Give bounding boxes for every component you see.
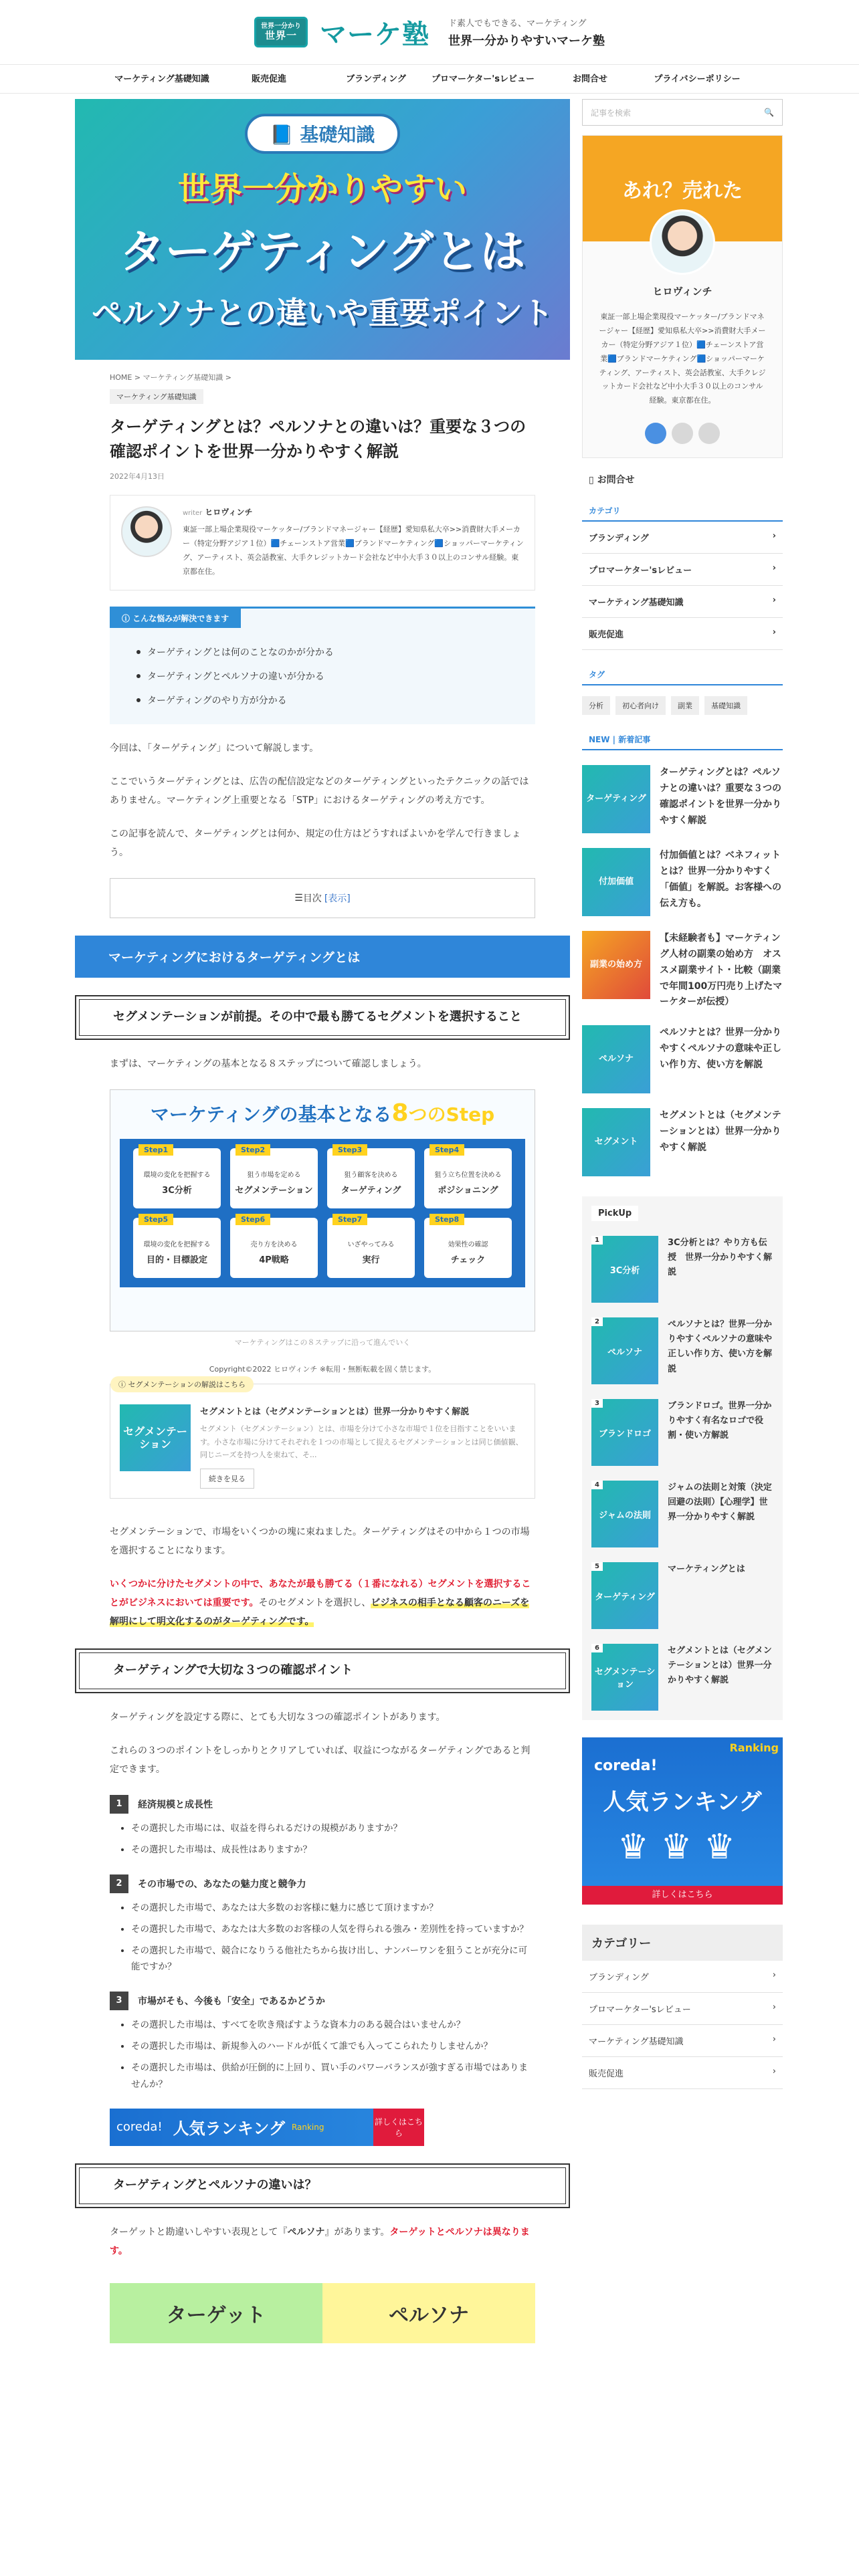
tagline-sub: ド素人でもできる、マーケティング bbox=[448, 18, 587, 29]
tag-cloud bbox=[582, 696, 783, 715]
category-list bbox=[582, 522, 783, 650]
ranking-ad[interactable]: Ranking coreda! 人気ランキング ♛♛♛ 詳しくはこちら bbox=[582, 1737, 783, 1905]
pickup-post[interactable]: 6 セグメンテーション セグメントとは（セグメンテーションとは）世界一分かりやすく解説 bbox=[591, 1644, 773, 1711]
hero-image bbox=[75, 99, 570, 360]
nav-sales-promotion[interactable]: 販売促進 bbox=[251, 74, 286, 84]
post-date: 2022年4月13日 bbox=[110, 472, 165, 481]
crown-icon: ♛♛♛ bbox=[617, 1827, 747, 1868]
step-card: Step5 環境の変化を把握する 目的・目標設定 bbox=[133, 1218, 221, 1278]
profile-name: ヒロヴィンチ bbox=[652, 286, 712, 298]
hero-line3: ペルソナとの違いや重要ポイント bbox=[92, 295, 553, 331]
figure-caption: マーケティングはこの８ステップに沿って進んでいく bbox=[234, 1337, 411, 1347]
seg-paragraph: セグメンテーションで、市場をいくつかの塊に束ねました。ターゲティングはその中から１つの市場を選択することになります。 bbox=[110, 1527, 530, 1557]
list-icon: ☰ bbox=[294, 892, 303, 903]
list-item: • その選択した市場は、新規参入のハードルが低くて誰でも入ってこられたりしませんか？ bbox=[131, 2038, 535, 2054]
social-icons bbox=[583, 423, 782, 444]
profile-banner: あれ？売れた bbox=[583, 136, 782, 241]
tag-item[interactable]: 分析 bbox=[582, 696, 610, 715]
subsection-heading: ターゲティングで大切な３つの確認ポイント bbox=[75, 1648, 570, 1693]
ranking-banner-button[interactable]: 詳しくはこちら bbox=[373, 2109, 424, 2146]
mail-icon: ▯ bbox=[589, 475, 597, 486]
related-thumbnail[interactable]: セグメンテーション bbox=[120, 1404, 191, 1471]
tagline bbox=[448, 16, 605, 49]
toc-toggle[interactable]: [表示] bbox=[324, 893, 351, 904]
subsection-heading: セグメンテーションが前提。その中で最も勝てるセグメントを選択すること bbox=[75, 995, 570, 1040]
nav-branding[interactable]: ブランディング bbox=[346, 74, 406, 84]
related-article-card[interactable] bbox=[110, 1380, 535, 1499]
author-box bbox=[110, 495, 535, 591]
twitter-icon[interactable] bbox=[645, 423, 666, 444]
category2-list bbox=[582, 1961, 783, 2089]
steps-title: マーケティングの基本となる8つのStep bbox=[150, 1099, 495, 1127]
profile-card bbox=[582, 135, 783, 458]
point-heading: 3 市場がそも、今後も「安全」であるかどうか bbox=[110, 1992, 535, 2010]
site-logo[interactable] bbox=[254, 17, 308, 47]
related-label: ⓘ セグメンテーションの解説はこちら bbox=[110, 1376, 254, 1392]
new-post[interactable]: 副業の始め方 【未経験者も】マーケティング人材の副業の始め方 オススメ副業サイト・比較（副業で年間100万円売り上げたマーケターが伝授） bbox=[582, 931, 783, 1010]
logo-bottom-text: 世界一 bbox=[264, 29, 297, 42]
chevron-right-icon: › bbox=[772, 595, 776, 606]
instagram-icon[interactable] bbox=[672, 423, 693, 444]
new-post[interactable]: ペルソナ ペルソナとは？世界一分かりやすくペルソナの意味や正しい作り方、使い方を解説 bbox=[582, 1025, 783, 1093]
site-header bbox=[0, 0, 859, 64]
step-grid bbox=[120, 1139, 525, 1287]
compare-target: ターゲット bbox=[110, 2283, 322, 2343]
list-item: • その選択した市場は、成長性はありますか？ bbox=[131, 1842, 535, 1858]
pickup-post[interactable]: 1 3C分析 3C分析とは？やり方も伝授 世界一分かりやすく解説 bbox=[591, 1236, 773, 1303]
list-item: ターゲティングとは何のことなのかが分かる bbox=[136, 640, 508, 664]
search-icon[interactable]: 🔍 bbox=[764, 108, 774, 117]
sidebar-item-pro-review[interactable]: プロマーケター'sレビュー › bbox=[582, 1993, 783, 2025]
global-nav bbox=[0, 64, 859, 94]
chevron-right-icon: › bbox=[772, 2066, 776, 2077]
pickup-post[interactable]: 4 ジャムの法則 ジャムの法則と対策（決定回避の法則）【心理学】世界一分かりやすく解説 bbox=[591, 1481, 773, 1547]
info-icon: ⓘ bbox=[118, 1380, 128, 1389]
category-heading: カテゴリ bbox=[582, 501, 783, 522]
persona-paragraph: ターゲットと勘違いしやすい表現として『ペルソナ』があります。ターゲットとペルソナは異なります。 bbox=[110, 2226, 530, 2256]
key-paragraph: いくつかに分けたセグメントの中で、あなたが最も勝てる（１番になれる）セグメントを選択することがビジネスにおいては重要です。そのセグメントを選択し、ビジネスの相手となる顧客のニーズを解明にして明文化するのがターゲティングです。 bbox=[110, 1579, 531, 1628]
hero-pill: 📘 基礎知識 bbox=[245, 114, 401, 154]
list-item: • その選択した市場で、あなたは大多数のお客様の人気を得られる強み・差別性を持っていますか？ bbox=[131, 1921, 535, 1937]
list-item: ターゲティングのやり方が分かる bbox=[136, 688, 508, 712]
worry-box bbox=[110, 607, 535, 724]
sidebar-item-basics[interactable]: マーケティング基礎知識 › bbox=[582, 586, 783, 618]
new-post[interactable]: ターゲティング ターゲティングとは？ペルソナとの違いは？重要な３つの確認ポイントを世界一分かりやすく解説 bbox=[582, 765, 783, 833]
logo-main-text[interactable]: マーケ塾 bbox=[320, 19, 430, 50]
steps-figure bbox=[110, 1089, 535, 1331]
breadcrumb[interactable]: HOME > マーケティング基礎知識 > bbox=[110, 373, 231, 382]
hero-line2: ターゲティングとは bbox=[119, 226, 526, 279]
intro-p1: 今回は、「ターゲティング」について解説します。 bbox=[110, 742, 319, 754]
pickup-section bbox=[582, 1196, 783, 1720]
sidebar-item-basics[interactable]: マーケティング基礎知識 › bbox=[582, 2025, 783, 2057]
sidebar-item-branding[interactable]: ブランディング › bbox=[582, 522, 783, 554]
step-card: Step7 いざやってみる 実行 bbox=[327, 1218, 415, 1278]
steps-intro: まずは、マーケティングの基本となる８ステップについて確認しましょう。 bbox=[110, 1058, 427, 1069]
sidebar-item-sales[interactable]: 販売促進 › bbox=[582, 618, 783, 650]
info-icon: ⓘ bbox=[122, 613, 133, 623]
list-item: ターゲティングとペルソナの違いが分かる bbox=[136, 664, 508, 688]
chevron-right-icon: › bbox=[772, 2034, 776, 2045]
list-item: • その選択した市場で、あなたは大多数のお客様に魅力に感じて頂けますか？ bbox=[131, 1900, 535, 1916]
step-card: Step4 狙う立ち位置を決める ポジショニング bbox=[424, 1148, 512, 1208]
subsection-heading: ターゲティングとペルソナの違いは？ bbox=[75, 2163, 570, 2208]
worry-heading: ⓘ こんな悩みが解決できます bbox=[110, 609, 241, 628]
pickup-post[interactable]: 3 ブランドロゴ ブランドロゴ。世界一分かりやすく有名なロゴで役割・使い方解説 bbox=[591, 1399, 773, 1466]
pickup-post[interactable]: 2 ペルソナ ペルソナとは？世界一分かりやすくペルソナの意味や正しい作り方、使い方を解説 bbox=[591, 1317, 773, 1384]
search-input[interactable]: 記事を検索 🔍 bbox=[582, 99, 783, 126]
tag-item[interactable]: 副業 bbox=[671, 696, 699, 715]
table-of-contents: ☰ 目次 [表示] bbox=[110, 878, 535, 918]
nav-marketing-basics[interactable]: マーケティング基礎知識 bbox=[114, 74, 209, 84]
related-title[interactable]: セグメントとは（セグメンテーションとは）世界一分かりやすく解説 bbox=[200, 1406, 470, 1417]
step-card: Step8 効果性の確認 チェック bbox=[424, 1218, 512, 1278]
intro-p2: ここでいうターゲティングとは、広告の配信設定などのターゲティングといったテクニックの話ではありません。マーケティング上重要となる「STP」におけるターゲティングの考え方です。 bbox=[110, 776, 529, 806]
author-name: writer ヒロヴィンチ bbox=[183, 508, 253, 518]
profile-desc: 東証一部上場企業現役マーケッター/ブランドマネージャー【経歴】愛知県私大卒>>消費財大手メーカー（特定分野アジア１位）🟦チェーンストア営業🟦ブランドマーケティング🟦ショッパーマーケティング、アーティスト、英会話教室、大手クレジットカード会社など中小大手３０以上のコンサル経験。東京都在住。 bbox=[599, 312, 766, 405]
chevron-right-icon: › bbox=[772, 2002, 776, 2013]
target-persona-compare bbox=[110, 2283, 535, 2343]
step-card: Step3 狙う顧客を決める ターゲティング bbox=[327, 1148, 415, 1208]
site-name: 世界一分かりやすいマーケ塾 bbox=[448, 33, 605, 48]
list-item: • その選択した市場は、供給が圧倒的に上回り、買い手のパワーバランスが強すぎる市場ではありませんか？ bbox=[131, 2060, 535, 2092]
category-tag[interactable]: マーケティング基礎知識 bbox=[110, 389, 203, 404]
profile-avatar bbox=[650, 209, 715, 275]
intro-p3: この記事を読んで、ターゲティングとは何か、規定の仕方はどうすればよいかを学んで行きましょう。 bbox=[110, 828, 521, 858]
rss-icon[interactable] bbox=[698, 423, 720, 444]
pickup-post[interactable]: 5 ターゲティング マーケティングとは bbox=[591, 1562, 773, 1629]
list-item: • その選択した市場で、競合になりうる他社たちから抜け出し、ナンバーワンを狙うことが充分に可能ですか？ bbox=[131, 1943, 535, 1975]
article-title: ターゲティングとは？ペルソナとの違いは？重要な３つの確認ポイントを世界一分かりやすく解説 bbox=[110, 417, 527, 461]
chevron-right-icon: › bbox=[772, 627, 776, 638]
author-avatar bbox=[121, 506, 172, 557]
nav-privacy[interactable]: プライバシーポリシー bbox=[654, 74, 741, 84]
figure-copyright: Copyright©2022 ヒロヴィンチ ※転用・無断転載を固く禁じます。 bbox=[209, 1364, 436, 1374]
list-item: • その選択した市場は、すべてを吹き飛ばすような資本力のある競合はいませんか？ bbox=[131, 2017, 535, 2033]
chevron-right-icon: › bbox=[772, 531, 776, 542]
new-posts-heading: NEW | 新着記事 bbox=[582, 730, 783, 750]
step-card: Step1 環境の変化を把握する 3C分析 bbox=[133, 1148, 221, 1208]
chevron-right-icon: › bbox=[772, 1970, 776, 1981]
tag-item[interactable]: 基礎知識 bbox=[704, 696, 747, 715]
point-heading: 1 経済規模と成長性 bbox=[110, 1795, 535, 1814]
page-wrapper bbox=[75, 94, 784, 2343]
points-p1: ターゲティングを設定する際に、とても大切な３つの確認ポイントがあります。 bbox=[110, 1711, 446, 1723]
point-heading: 2 その市場での、あなたの魅力度と競争力 bbox=[110, 1874, 535, 1893]
new-post[interactable]: セグメント セグメントとは（セグメンテーションとは）世界一分かりやすく解説 bbox=[582, 1108, 783, 1176]
list-item: • その選択した市場には、収益を得られるだけの規模がありますか？ bbox=[131, 1820, 535, 1836]
hero-line1: 世界一分かりやすい bbox=[177, 171, 467, 208]
logo-top-text: 世界一分かり bbox=[261, 23, 301, 31]
step-card: Step6 売り方を決める 4P戦略 bbox=[230, 1218, 318, 1278]
section-heading: マーケティングにおけるターゲティングとは bbox=[75, 936, 570, 978]
tag-item[interactable]: 初心者向け bbox=[615, 696, 666, 715]
related-excerpt: セグメント（セグメンテーション）とは、市場を分けて小さな市場で１位を目指すことをいいます。小さな市場に分けてそれぞれを１つの市場として捉えるセグメンテーションとは同じ価値観、同じニーズを持つ人を束ねて、そ... bbox=[200, 1424, 523, 1460]
pickup-label: PickUp bbox=[591, 1206, 638, 1221]
main-content bbox=[75, 94, 570, 2343]
sidebar-item-branding[interactable]: ブランディング › bbox=[582, 1961, 783, 1993]
read-more-button[interactable]: 続きを見る bbox=[200, 1469, 254, 1489]
category2-heading: カテゴリー bbox=[582, 1925, 783, 1961]
ranking-banner[interactable]: coreda! 人気ランキング Ranking 詳しくはこちら bbox=[110, 2109, 424, 2146]
book-icon: 📘 bbox=[270, 124, 300, 146]
nav-contact[interactable]: お問合せ bbox=[572, 74, 607, 84]
points-p2: これらの３つのポイントをしっかりとクリアしていれば、収益につながるターゲティングであると判定できます。 bbox=[110, 1745, 531, 1775]
new-post[interactable]: 付加価値 付加価値とは？ベネフィットとは？世界一分かりやすく「価値」を解説。お客様への伝え方も。 bbox=[582, 848, 783, 916]
sidebar bbox=[582, 94, 783, 2343]
sidebar-contact[interactable]: ▯ お問合せ bbox=[589, 475, 635, 486]
nav-pro-review[interactable]: プロマーケター'sレビュー bbox=[431, 74, 535, 84]
chevron-right-icon: › bbox=[772, 563, 776, 574]
compare-persona: ペルソナ bbox=[322, 2283, 535, 2343]
author-desc: 東証一部上場企業現役マーケッター/ブランドマネージャー【経歴】愛知県私大卒>>消費財大手メーカー（特定分野アジア１位）🟦チェーンストア営業🟦ブランドマーケティング🟦ショッパーマーケティング、アーティスト、英会話教室、大手クレジットカード会社など中小大手３０以上のコンサル経験。東京都在住。 bbox=[183, 525, 524, 576]
ranking-ad-button[interactable]: 詳しくはこちら bbox=[582, 1886, 783, 1905]
tag-heading: タグ bbox=[582, 665, 783, 685]
sidebar-item-sales[interactable]: 販売促進 › bbox=[582, 2057, 783, 2089]
sidebar-item-pro-review[interactable]: プロマーケター'sレビュー › bbox=[582, 554, 783, 586]
step-card: Step2 狙う市場を定める セグメンテーション bbox=[230, 1148, 318, 1208]
